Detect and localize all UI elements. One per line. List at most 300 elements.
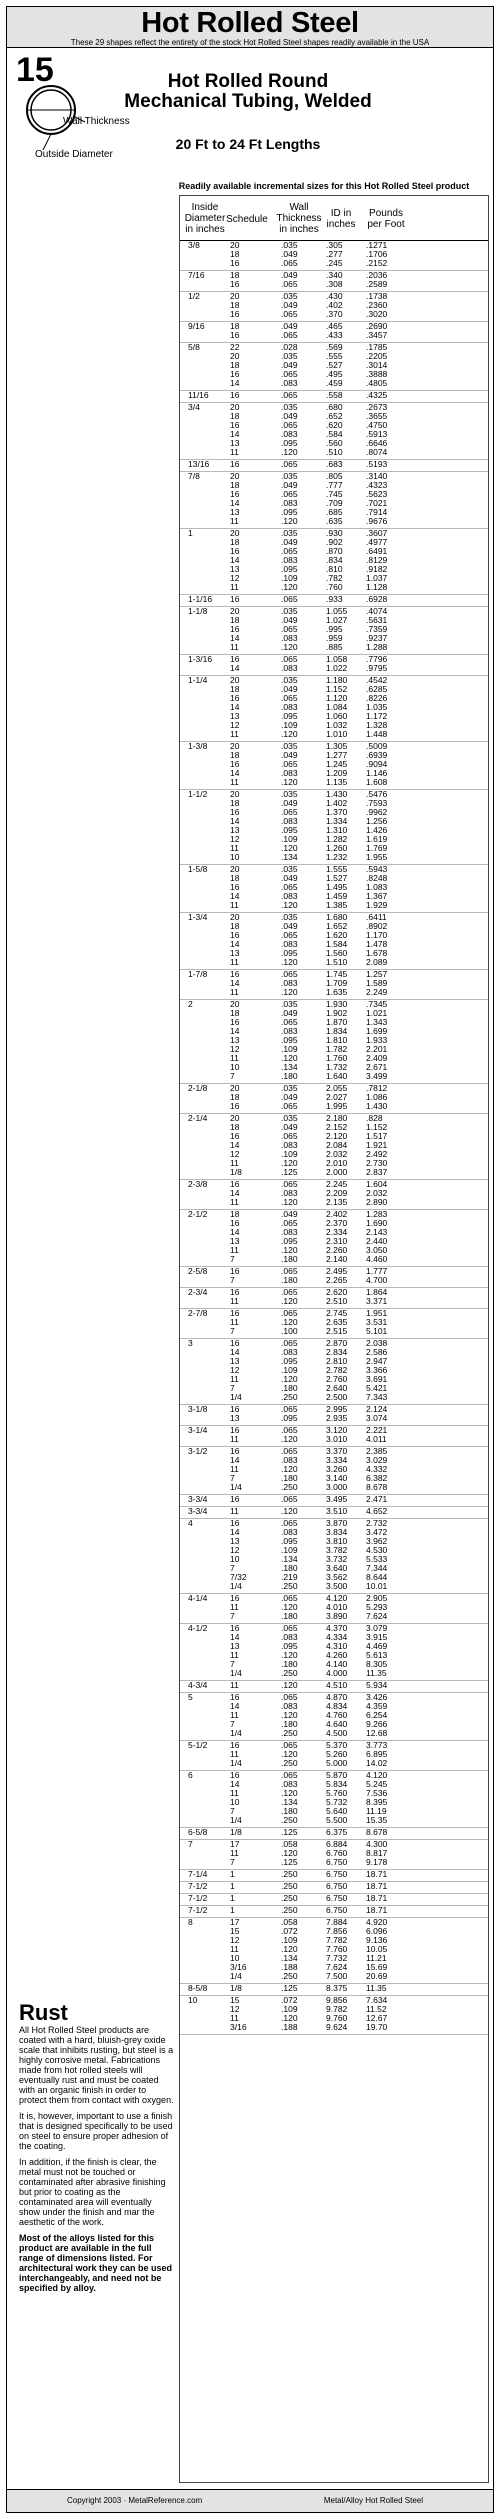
wall-thickness-cell: .065 <box>281 1692 298 1702</box>
wall-thickness-cell: .095 <box>281 1413 298 1423</box>
schedule-cell: 12 <box>230 1545 240 1555</box>
wall-thickness-cell: .120 <box>281 582 298 592</box>
table-row <box>180 1828 488 1837</box>
pounds-per-foot-cell: 2.890 <box>366 1197 388 1207</box>
pounds-per-foot-cell: 2.671 <box>366 1062 388 1072</box>
schedule-cell: 14 <box>230 1140 240 1150</box>
inside-diameter-cell: 2-7/8 <box>188 1308 208 1318</box>
id-cell: 1.560 <box>326 948 348 958</box>
pounds-per-foot-cell: 5.533 <box>366 1554 388 1564</box>
wall-thickness-cell: .065 <box>281 390 298 400</box>
id-cell: 1.834 <box>326 1026 348 1036</box>
wall-thickness-cell: .065 <box>281 807 298 817</box>
wall-thickness-cell: .109 <box>281 1365 298 1375</box>
pounds-per-foot-cell: .6928 <box>366 594 388 604</box>
schedule-cell: 11 <box>230 1506 239 1516</box>
id-cell: 6.750 <box>326 1905 348 1915</box>
pounds-per-foot-cell: .5631 <box>366 615 388 625</box>
id-cell: 2.310 <box>326 1236 348 1246</box>
wall-thickness-cell: .049 <box>281 1092 298 1102</box>
table-row <box>180 1255 488 1264</box>
wall-thickness-cell: .065 <box>281 1494 298 1504</box>
inside-diameter-cell: 1-1/8 <box>188 606 208 616</box>
wall-thickness-cell: .134 <box>281 1797 298 1807</box>
size-group <box>180 1000 488 1084</box>
schedule-cell: 7 <box>230 1611 235 1621</box>
wall-thickness-cell: .188 <box>281 1962 298 1972</box>
pounds-per-foot-cell: 1.172 <box>366 711 388 721</box>
schedule-cell: 1/4 <box>230 1971 242 1981</box>
id-cell: 5.500 <box>326 1815 348 1825</box>
wall-thickness-cell: .035 <box>281 606 298 616</box>
pounds-per-foot-cell: 1.951 <box>366 1308 388 1318</box>
id-cell: 1.209 <box>326 768 348 778</box>
size-group <box>180 271 488 292</box>
inside-diameter-cell: 4-1/2 <box>188 1623 208 1633</box>
page-footer <box>7 2489 493 2512</box>
pounds-per-foot-cell: 3.531 <box>366 1317 388 1327</box>
pounds-per-foot-cell: 3.079 <box>366 1623 388 1633</box>
wall-thickness-cell: .065 <box>281 1287 298 1297</box>
size-group <box>180 1519 488 1594</box>
table-row <box>180 1102 488 1111</box>
wall-thickness-cell: .120 <box>281 1710 298 1720</box>
wall-thickness-cell: .095 <box>281 711 298 721</box>
wall-thickness-cell: .120 <box>281 642 298 652</box>
pounds-per-foot-cell: 5.934 <box>366 1680 388 1690</box>
pounds-per-foot-cell: .9676 <box>366 516 388 526</box>
schedule-cell: 11 <box>230 1749 239 1759</box>
schedule-cell: 16 <box>230 1179 240 1189</box>
table-row <box>180 1681 488 1690</box>
id-cell: 1.745 <box>326 969 348 979</box>
size-group <box>180 1693 488 1741</box>
id-cell: 2.870 <box>326 1338 348 1348</box>
wall-thickness-cell: .120 <box>281 1197 298 1207</box>
table-row <box>180 2023 488 2032</box>
pounds-per-foot-cell: .3020 <box>366 309 388 319</box>
schedule-cell: 11 <box>230 900 239 910</box>
id-cell: .959 <box>326 633 343 643</box>
wall-thickness-cell: .120 <box>281 1680 298 1690</box>
schedule-cell: 14 <box>230 1347 240 1357</box>
id-cell: 1.402 <box>326 798 348 808</box>
id-cell: 1.584 <box>326 939 348 949</box>
size-group <box>180 1180 488 1210</box>
pounds-per-foot-cell: 2.471 <box>366 1494 388 1504</box>
pounds-per-foot-cell: 6.096 <box>366 1926 388 1936</box>
pounds-per-foot-cell: 5.245 <box>366 1779 388 1789</box>
size-group <box>180 1426 488 1447</box>
size-group <box>180 913 488 970</box>
pounds-per-foot-cell: .7796 <box>366 654 388 664</box>
wall-thickness-cell: .120 <box>281 1374 298 1384</box>
schedule-cell: 16 <box>230 1338 240 1348</box>
schedule-cell: 18 <box>230 321 240 331</box>
inside-diameter-cell: 1-7/8 <box>188 969 208 979</box>
id-cell: 1.010 <box>326 729 348 739</box>
pounds-per-foot-cell: 2.089 <box>366 957 388 967</box>
id-cell: .305 <box>326 240 343 250</box>
id-cell: .308 <box>326 279 343 289</box>
table-row <box>180 778 488 787</box>
id-cell: 6.750 <box>326 1881 348 1891</box>
wall-thickness-cell: .083 <box>281 1455 298 1465</box>
size-group <box>180 241 488 271</box>
wall-thickness-cell: .120 <box>281 447 298 457</box>
wall-thickness-cell: .065 <box>281 309 298 319</box>
schedule-cell: 11 <box>230 1848 239 1858</box>
wall-thickness-cell: .120 <box>281 1464 298 1474</box>
schedule-cell: 13 <box>230 438 240 448</box>
size-group <box>180 1288 488 1309</box>
table-row <box>180 643 488 652</box>
wall-thickness-cell: .188 <box>281 2022 298 2032</box>
size-group <box>180 1405 488 1426</box>
schedule-cell: 1/8 <box>230 1167 242 1177</box>
size-group <box>180 472 488 529</box>
wall-thickness-cell: .180 <box>281 1473 298 1483</box>
id-cell: 1.495 <box>326 882 348 892</box>
inside-diameter-cell: 7-1/4 <box>188 1869 208 1879</box>
wall-thickness-cell: .083 <box>281 1140 298 1150</box>
page-subtitle: These 29 shapes reflect the entirety of the stock Hot Rolled Steel shapes readily available in the USA <box>70 38 430 47</box>
id-cell: 1.032 <box>326 720 348 730</box>
wall-thickness-cell: .049 <box>281 873 298 883</box>
schedule-cell: 16 <box>230 1593 240 1603</box>
schedule-cell: 12 <box>230 720 240 730</box>
inside-diameter-cell: 3-1/4 <box>188 1425 208 1435</box>
wall-thickness-cell: .035 <box>281 240 298 250</box>
inside-diameter-cell: 5-1/2 <box>188 1740 208 1750</box>
pounds-per-foot-cell: .7021 <box>366 498 388 508</box>
pounds-per-foot-cell: 4.469 <box>366 1641 388 1651</box>
wall-thickness-cell: .134 <box>281 852 298 862</box>
id-cell: 2.495 <box>326 1266 348 1276</box>
pounds-per-foot-cell: .2360 <box>366 300 388 310</box>
wall-thickness-cell: .065 <box>281 930 298 940</box>
wall-thickness-cell: .065 <box>281 1308 298 1318</box>
schedule-cell: 7 <box>230 1659 235 1669</box>
inside-diameter-cell: 13/16 <box>188 459 210 469</box>
wall-thickness-cell: .065 <box>281 624 298 634</box>
pounds-per-foot-cell: 1.146 <box>366 768 388 778</box>
schedule-cell: 18 <box>230 537 240 547</box>
wall-thickness-cell: .065 <box>281 489 298 499</box>
id-cell: 1.810 <box>326 1035 348 1045</box>
wall-thickness-cell: .083 <box>281 1026 298 1036</box>
pounds-per-foot-cell: 15.35 <box>366 1815 388 1825</box>
id-cell: 7.624 <box>326 1962 348 1972</box>
schedule-cell: 11 <box>230 1434 239 1444</box>
wall-thickness-cell: .065 <box>281 1404 298 1414</box>
size-group <box>180 1267 488 1288</box>
schedule-cell: 11 <box>230 642 239 652</box>
wall-thickness-cell: .065 <box>281 459 298 469</box>
schedule-cell: 17 <box>230 1917 240 1927</box>
id-cell: .527 <box>326 360 343 370</box>
wall-thickness-cell: .083 <box>281 1188 298 1198</box>
inside-diameter-cell: 1-5/8 <box>188 864 208 874</box>
pounds-per-foot-cell: 1.426 <box>366 825 388 835</box>
id-cell: 5.732 <box>326 1797 348 1807</box>
id-cell: .902 <box>326 537 343 547</box>
id-cell: 3.140 <box>326 1473 348 1483</box>
id-cell: 1.870 <box>326 1017 348 1027</box>
schedule-cell: 12 <box>230 2004 240 2014</box>
id-cell: 5.000 <box>326 1758 348 1768</box>
pounds-per-foot-cell: 3.366 <box>366 1365 388 1375</box>
schedule-cell: 13 <box>230 825 240 835</box>
inside-diameter-cell: 5 <box>188 1692 193 1702</box>
id-cell: 3.010 <box>326 1434 348 1444</box>
schedule-cell: 18 <box>230 270 240 280</box>
schedule-cell: 1/4 <box>230 1581 242 1591</box>
pounds-per-foot-cell: 1.430 <box>366 1101 388 1111</box>
table-row <box>180 1858 488 1867</box>
table-row <box>180 901 488 910</box>
wall-thickness-cell: .058 <box>281 1917 298 1927</box>
id-cell: 2.515 <box>326 1326 348 1336</box>
page-header <box>7 7 493 48</box>
schedule-cell: 16 <box>230 1218 240 1228</box>
schedule-cell: 20 <box>230 351 240 361</box>
pounds-per-foot-cell: .4325 <box>366 390 388 400</box>
inside-diameter-cell: 7/16 <box>188 270 205 280</box>
schedule-cell: 11 <box>230 1788 239 1798</box>
table-header <box>180 196 488 241</box>
header-id: ID in inches <box>326 208 356 230</box>
wall-thickness-cell: .049 <box>281 411 298 421</box>
pounds-per-foot-cell: .3607 <box>366 528 388 538</box>
wall-thickness-cell: .180 <box>281 1806 298 1816</box>
id-cell: 1.709 <box>326 978 348 988</box>
id-cell: 2.000 <box>326 1167 348 1177</box>
schedule-cell: 16 <box>230 882 240 892</box>
pounds-per-foot-cell: 8.644 <box>366 1572 388 1582</box>
pounds-per-foot-cell: .6939 <box>366 750 388 760</box>
wall-thickness-cell: .049 <box>281 1122 298 1132</box>
inside-diameter-cell: 1-1/2 <box>188 789 208 799</box>
schedule-cell: 14 <box>230 939 240 949</box>
wall-thickness-cell: .120 <box>281 957 298 967</box>
wall-thickness-cell: .083 <box>281 1347 298 1357</box>
schedule-cell: 12 <box>230 1149 240 1159</box>
schedule-cell: 20 <box>230 999 240 1009</box>
wall-thickness-label: Wall Thickness <box>63 116 130 127</box>
pounds-per-foot-cell: 6.382 <box>366 1473 388 1483</box>
schedule-cell: 3/16 <box>230 2022 247 2032</box>
wall-thickness-cell: .134 <box>281 1554 298 1564</box>
id-cell: .584 <box>326 429 343 439</box>
schedule-cell: 18 <box>230 1209 240 1219</box>
inside-diameter-cell: 2-1/2 <box>188 1209 208 1219</box>
wall-thickness-cell: .250 <box>281 1869 298 1879</box>
shape-intro <box>7 48 493 178</box>
size-group <box>180 1840 488 1870</box>
inside-diameter-cell: 1-1/4 <box>188 675 208 685</box>
wall-thickness-cell: .049 <box>281 249 298 259</box>
wall-thickness-cell: .109 <box>281 573 298 583</box>
wall-thickness-cell: .250 <box>281 1482 298 1492</box>
table-row <box>180 1612 488 1621</box>
pounds-per-foot-cell: 18.71 <box>366 1905 388 1915</box>
size-group <box>180 790 488 865</box>
page-title: Hot Rolled Steel <box>141 7 359 39</box>
outside-diameter-label: Outside Diameter <box>35 149 113 160</box>
wall-thickness-cell: .035 <box>281 291 298 301</box>
id-cell: 4.334 <box>326 1632 348 1642</box>
pounds-per-foot-cell: .4074 <box>366 606 388 616</box>
id-cell: 1.370 <box>326 807 348 817</box>
pounds-per-foot-cell: 1.448 <box>366 729 388 739</box>
schedule-cell: 16 <box>230 1404 240 1414</box>
wall-thickness-cell: .095 <box>281 438 298 448</box>
pounds-per-foot-cell: .3457 <box>366 330 388 340</box>
pounds-per-foot-cell: 2.905 <box>366 1593 388 1603</box>
rust-paragraph-4: Most of the alloys listed for this product are available in the full range of dimensions listed. For architectural work they can be used interchangeably, and need not be specified by alloy. <box>19 2233 173 2293</box>
schedule-cell: 11 <box>230 729 239 739</box>
schedule-cell: 10 <box>230 1554 240 1564</box>
table-row <box>180 730 488 739</box>
pounds-per-foot-cell: 2.440 <box>366 1236 388 1246</box>
id-cell: 2.935 <box>326 1413 348 1423</box>
inside-diameter-cell: 7-1/2 <box>188 1893 208 1903</box>
pounds-per-foot-cell: 1.690 <box>366 1218 388 1228</box>
table-row <box>180 1495 488 1504</box>
pounds-per-foot-cell: 2.837 <box>366 1167 388 1177</box>
wall-thickness-cell: .095 <box>281 1536 298 1546</box>
size-group <box>180 865 488 913</box>
schedule-cell: 18 <box>230 798 240 808</box>
header-inside-diameter: Inside Diameter in inches <box>184 202 226 235</box>
wall-thickness-cell: .083 <box>281 768 298 778</box>
size-group <box>180 1594 488 1624</box>
inside-diameter-cell: 2-5/8 <box>188 1266 208 1276</box>
schedule-cell: 14 <box>230 816 240 826</box>
schedule-cell: 18 <box>230 480 240 490</box>
schedule-cell: 18 <box>230 750 240 760</box>
pounds-per-foot-cell: .6646 <box>366 438 388 448</box>
schedule-cell: 16 <box>230 1287 240 1297</box>
size-group <box>180 676 488 742</box>
id-cell: 5.370 <box>326 1740 348 1750</box>
wall-thickness-cell: .083 <box>281 978 298 988</box>
schedule-cell: 7 <box>230 1383 235 1393</box>
schedule-cell: 11 <box>230 1374 239 1384</box>
schedule-cell: 16 <box>230 654 240 664</box>
schedule-cell: 16 <box>230 693 240 703</box>
pounds-per-foot-cell: 2.730 <box>366 1158 388 1168</box>
table-row <box>180 958 488 967</box>
schedule-cell: 12 <box>230 1365 240 1375</box>
inside-diameter-cell: 7/8 <box>188 471 200 481</box>
pounds-per-foot-cell: 18.71 <box>366 1869 388 1879</box>
wall-thickness-cell: .083 <box>281 1701 298 1711</box>
pounds-per-foot-cell: 7.624 <box>366 1611 388 1621</box>
schedule-cell: 1 <box>230 1893 235 1903</box>
inside-diameter-cell: 8-5/8 <box>188 1983 208 1993</box>
schedule-cell: 14 <box>230 1527 240 1537</box>
id-cell: 5.760 <box>326 1788 348 1798</box>
schedule-cell: 11 <box>230 582 239 592</box>
id-cell: 2.500 <box>326 1392 348 1402</box>
pounds-per-foot-cell: 1.678 <box>366 948 388 958</box>
pounds-per-foot-cell: 3.029 <box>366 1455 388 1465</box>
pounds-per-foot-cell: 4.300 <box>366 1839 388 1849</box>
schedule-cell: 1/4 <box>230 1758 242 1768</box>
wall-thickness-cell: .065 <box>281 1770 298 1780</box>
pounds-per-foot-cell: 3.050 <box>366 1245 388 1255</box>
schedule-cell: 7 <box>230 1719 235 1729</box>
pounds-per-foot-cell: 2.143 <box>366 1227 388 1237</box>
id-cell: 2.209 <box>326 1188 348 1198</box>
schedule-cell: 16 <box>230 930 240 940</box>
schedule-cell: 16 <box>230 369 240 379</box>
pounds-per-foot-cell: .9962 <box>366 807 388 817</box>
schedule-cell: 16 <box>230 546 240 556</box>
size-group <box>180 1771 488 1828</box>
wall-thickness-cell: .065 <box>281 279 298 289</box>
pounds-per-foot-cell: 9.136 <box>366 1935 388 1945</box>
pounds-per-foot-cell: .3140 <box>366 471 388 481</box>
pounds-per-foot-cell: .2152 <box>366 258 388 268</box>
pounds-per-foot-cell: 8.678 <box>366 1482 388 1492</box>
inside-diameter-cell: 3-3/4 <box>188 1506 208 1516</box>
pounds-per-foot-cell: .3888 <box>366 369 388 379</box>
inside-diameter-cell: 2 <box>188 999 193 1009</box>
wall-thickness-cell: .120 <box>281 516 298 526</box>
inside-diameter-cell: 10 <box>188 1995 198 2005</box>
schedule-cell: 18 <box>230 1092 240 1102</box>
pounds-per-foot-cell: 4.652 <box>366 1506 388 1516</box>
pounds-per-foot-cell: 1.619 <box>366 834 388 844</box>
id-cell: 2.152 <box>326 1122 348 1132</box>
pounds-per-foot-cell: .2036 <box>366 270 388 280</box>
wall-thickness-cell: .120 <box>281 1317 298 1327</box>
id-cell: 3.500 <box>326 1581 348 1591</box>
schedule-cell: 16 <box>230 1131 240 1141</box>
wall-thickness-cell: .120 <box>281 1506 298 1516</box>
pounds-per-foot-cell: .4977 <box>366 537 388 547</box>
schedule-cell: 13 <box>230 1035 240 1045</box>
inside-diameter-cell: 4-1/4 <box>188 1593 208 1603</box>
table-row <box>180 1894 488 1903</box>
wall-thickness-cell: .109 <box>281 720 298 730</box>
inside-diameter-cell: 1-3/4 <box>188 912 208 922</box>
id-cell: 4.000 <box>326 1668 348 1678</box>
wall-thickness-cell: .035 <box>281 1113 298 1123</box>
pounds-per-foot-cell: .6491 <box>366 546 388 556</box>
id-cell: .620 <box>326 420 343 430</box>
wall-thickness-cell: .065 <box>281 1593 298 1603</box>
id-cell: 1.459 <box>326 891 348 901</box>
table-row <box>180 1669 488 1678</box>
table-row <box>180 1984 488 1993</box>
wall-thickness-cell: .049 <box>281 1008 298 1018</box>
id-cell: 1.527 <box>326 873 348 883</box>
table-row <box>180 988 488 997</box>
pounds-per-foot-cell: 1.035 <box>366 702 388 712</box>
product-title: Hot Rolled Round Mechanical Tubing, Welded <box>124 71 372 112</box>
table-row <box>180 595 488 604</box>
wall-thickness-cell: .035 <box>281 402 298 412</box>
inside-diameter-cell: 3-1/2 <box>188 1446 208 1456</box>
pounds-per-foot-cell: 5.613 <box>366 1650 388 1660</box>
id-cell: .459 <box>326 378 343 388</box>
pounds-per-foot-cell: .4750 <box>366 420 388 430</box>
wall-thickness-cell: .065 <box>281 1266 298 1276</box>
